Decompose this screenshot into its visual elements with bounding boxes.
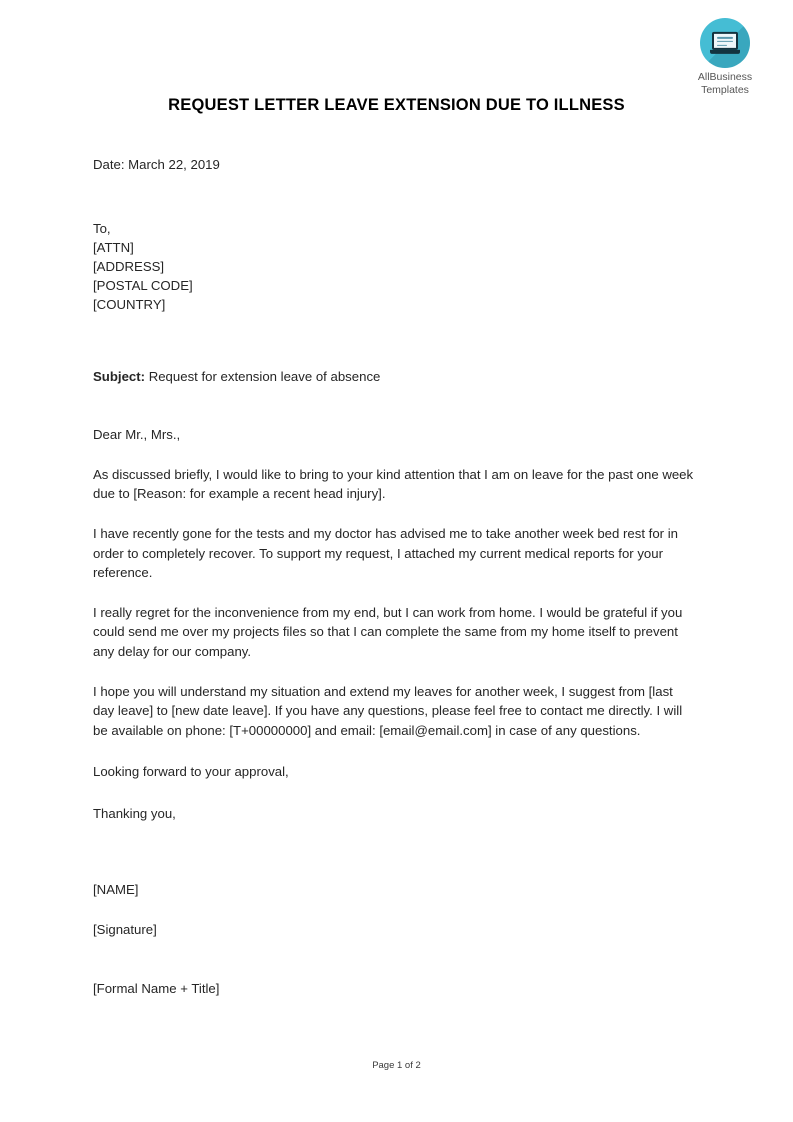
recipient-address: [ADDRESS] xyxy=(93,259,165,274)
recipient-country: [COUNTRY] xyxy=(93,297,166,313)
brand-name xyxy=(679,71,771,96)
recipient-attn: [ATTN] xyxy=(93,239,134,255)
subject-text: Request for extension leave of absence xyxy=(148,368,381,384)
document-line xyxy=(717,41,733,43)
body-paragraph-2: I have recently gone for the tests and my doctor has advised me to take another week bed rest for in order to completely recover. To support my request, I attached my current medical reports for your reference. xyxy=(93,525,678,581)
subject-label: Subject: xyxy=(93,368,146,384)
recipient-to: To, xyxy=(93,220,111,236)
logo-circle xyxy=(700,18,750,68)
closing-line-1: Looking forward to your approval, xyxy=(93,764,289,780)
laptop-icon xyxy=(710,32,740,54)
closing-line-2: Thanking you, xyxy=(93,805,176,821)
page-footer: Page 1 of 2 xyxy=(372,1060,421,1071)
salutation: Dear Mr., Mrs., xyxy=(93,427,181,443)
recipient-address-block xyxy=(93,219,697,315)
body-paragraph-4: I hope you will understand my situation and extend my leaves for another week, I suggest from [last day leave] to [new date leave]. If you have any questions, please feel free to contact me directly. I will be available on phone: [T+00000000] and email: [email@email.com] in case of any questions. xyxy=(93,683,683,738)
laptop-screen xyxy=(712,32,738,50)
document-line xyxy=(717,44,727,46)
brand-name-line-1: AllBusiness xyxy=(697,71,753,83)
brand-logo xyxy=(679,18,771,96)
letter-body xyxy=(93,155,697,998)
document-line xyxy=(717,37,733,39)
subject-line xyxy=(93,367,697,387)
formal-name-title-placeholder: [Formal Name + Title] xyxy=(93,980,220,996)
body-paragraph-3: I really regret for the inconvenience from my end, but I can work from home. I would be grateful if you could send me over my projects files so that I can complete the same from my home itself to prevent any delay for our company. xyxy=(93,604,683,659)
date-line: Date: March 22, 2019 xyxy=(93,157,220,172)
signer-name-placeholder: [NAME] xyxy=(93,881,139,897)
body-paragraph-1: As discussed briefly, I would like to bring to your kind attention that I am on leave for the past one week due to [Reason: for example a recent head injury]. xyxy=(93,466,694,502)
brand-name-line-2: Templates xyxy=(701,83,749,96)
signature-placeholder: [Signature] xyxy=(93,922,157,938)
laptop-base xyxy=(710,50,740,54)
page-title: REQUEST LETTER LEAVE EXTENSION DUE TO ILLNESS xyxy=(168,96,625,114)
recipient-postal-code: [POSTAL CODE] xyxy=(93,278,193,294)
